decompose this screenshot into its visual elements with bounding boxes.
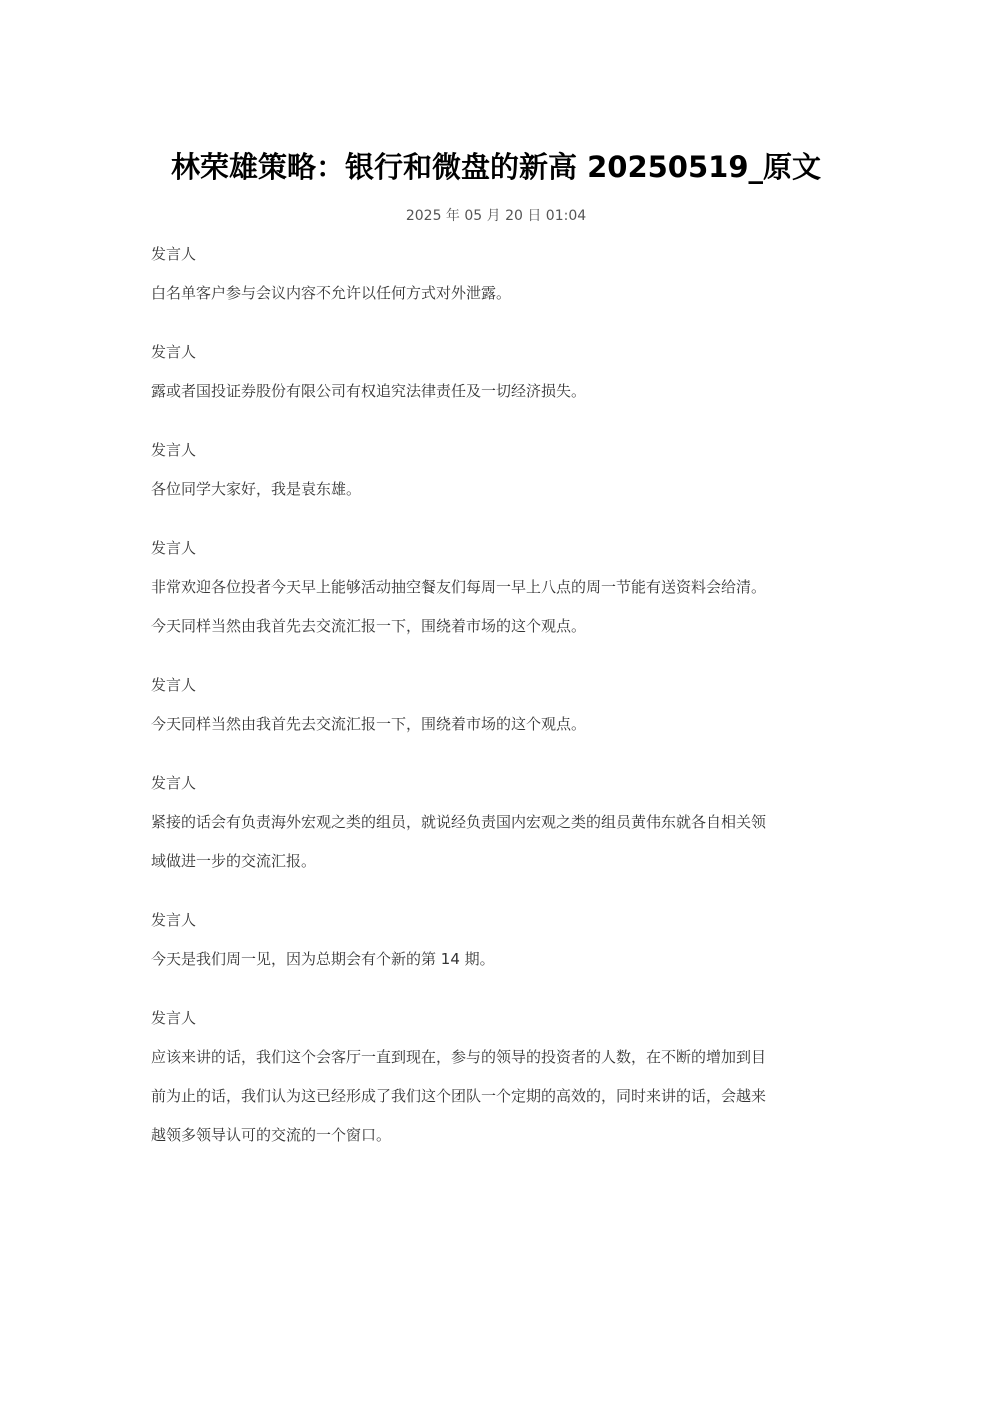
speech-line: 露或者国投证券股份有限公司有权追究法律责任及一切经济损失。 [151, 382, 587, 400]
speech-content [151, 479, 851, 499]
speaker-label: 发言人 [151, 245, 197, 263]
speech-line: 今天同样当然由我首先去交流汇报一下，围绕着市场的这个观点。 [151, 715, 587, 733]
speaker-label: 发言人 [151, 774, 197, 792]
speaker-label: 发言人 [151, 539, 197, 557]
speech-line: 越领多领导认可的交流的一个窗口。 [151, 1126, 392, 1144]
transcript-list [151, 244, 851, 1184]
speech-content [151, 381, 851, 401]
transcript-segment [151, 342, 851, 401]
transcript-segment [151, 1008, 851, 1145]
transcript-segment [151, 440, 851, 499]
speaker-label: 发言人 [151, 911, 197, 929]
speech-line: 紧接的话会有负责海外宏观之类的组员，就说经负责国内宏观之类的组员黄伟东就各自相关领 [151, 813, 767, 831]
speech-line: 今天是我们周一见，因为总期会有个新的第 14 期。 [151, 950, 495, 968]
transcript-segment [151, 910, 851, 969]
speech-content [151, 812, 851, 871]
speech-content [151, 1047, 851, 1145]
speaker-label: 发言人 [151, 441, 197, 459]
transcript-segment [151, 244, 851, 303]
speech-line: 应该来讲的话，我们这个会客厅一直到现在，参与的领导的投资者的人数，在不断的增加到目 [151, 1048, 767, 1066]
speaker-label: 发言人 [151, 1009, 197, 1027]
document-date: 2025 年 05 月 20 日 01:04 [405, 208, 587, 224]
speaker-label: 发言人 [151, 343, 197, 361]
transcript-segment [151, 538, 851, 636]
document-title: 林荣雄策略：银行和微盘的新高 20250519_原文 [170, 150, 822, 184]
speech-content [151, 283, 851, 303]
speech-line: 域做进一步的交流汇报。 [151, 852, 317, 870]
transcript-segment [151, 773, 851, 871]
speech-line: 各位同学大家好，我是袁东雄。 [151, 480, 362, 498]
speech-line: 前为止的话，我们认为这已经形成了我们这个团队一个定期的高效的，同时来讲的话，会越来 [151, 1087, 767, 1105]
speech-content [151, 577, 851, 636]
speech-content [151, 949, 851, 969]
speech-line: 白名单客户参与会议内容不允许以任何方式对外泄露。 [151, 284, 512, 302]
speech-content [151, 714, 851, 734]
speaker-label: 发言人 [151, 676, 197, 694]
speech-line: 今天同样当然由我首先去交流汇报一下，围绕着市场的这个观点。 [151, 617, 587, 635]
transcript-segment [151, 675, 851, 734]
speech-line: 非常欢迎各位投者今天早上能够活动抽空餐友们每周一早上八点的周一节能有送资料会给清。 [151, 578, 767, 596]
